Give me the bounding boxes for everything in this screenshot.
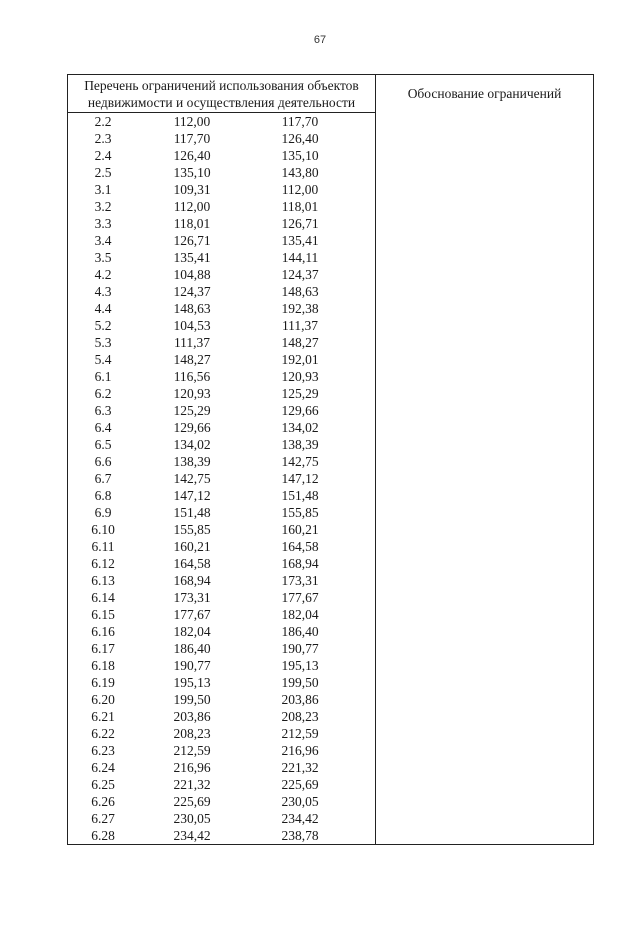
row-id: 3.5	[94, 250, 112, 265]
restrictions-table	[67, 74, 594, 845]
row-id: 6.19	[91, 675, 115, 690]
row-value-to: 168,94	[281, 556, 319, 571]
row-value-to: 129,66	[281, 403, 319, 418]
row-value-to: 134,02	[281, 420, 319, 435]
row-value-from: 126,71	[173, 233, 211, 248]
table-row	[68, 555, 375, 572]
row-value-from: 135,41	[173, 250, 211, 265]
row-id: 6.18	[91, 658, 115, 673]
row-value-to: 135,41	[281, 233, 319, 248]
row-value-to: 118,01	[281, 199, 319, 214]
row-value-from: 138,39	[173, 454, 211, 469]
row-value-to: 125,29	[281, 386, 319, 401]
row-value-from: 155,85	[173, 522, 211, 537]
row-value-to: 234,42	[281, 811, 319, 826]
table-row	[68, 725, 375, 742]
row-id: 6.25	[91, 777, 115, 792]
row-id: 6.10	[91, 522, 115, 537]
row-value-from: 173,31	[173, 590, 211, 605]
row-value-from: 186,40	[173, 641, 211, 656]
row-value-from: 134,02	[173, 437, 211, 452]
row-value-from: 135,10	[173, 165, 211, 180]
row-value-from: 148,27	[173, 352, 211, 367]
row-value-from: 117,70	[173, 131, 211, 146]
table-row	[68, 504, 375, 521]
row-id: 6.15	[91, 607, 115, 622]
row-id: 6.13	[91, 573, 115, 588]
row-value-from: 216,96	[173, 760, 211, 775]
row-value-to: 182,04	[281, 607, 319, 622]
table-row	[68, 436, 375, 453]
row-value-to: 124,37	[281, 267, 319, 282]
row-value-from: 164,58	[173, 556, 211, 571]
header-restrictions-list	[68, 75, 375, 112]
table-row	[68, 793, 375, 810]
table-row	[68, 368, 375, 385]
table-row	[68, 810, 375, 827]
table-body	[68, 113, 375, 844]
row-value-to: 155,85	[281, 505, 319, 520]
table-row	[68, 606, 375, 623]
table-row	[68, 572, 375, 589]
row-value-to: 230,05	[281, 794, 319, 809]
table-row	[68, 776, 375, 793]
row-value-from: 118,01	[173, 216, 211, 231]
table-row	[68, 266, 375, 283]
table-row	[68, 334, 375, 351]
row-value-to: 192,38	[281, 301, 319, 316]
row-value-from: 203,86	[173, 709, 211, 724]
row-id: 6.22	[91, 726, 115, 741]
table-row	[68, 487, 375, 504]
table-row	[68, 742, 375, 759]
row-value-to: 221,32	[281, 760, 319, 775]
row-id: 6.16	[91, 624, 115, 639]
row-value-to: 117,70	[281, 114, 319, 129]
row-value-from: 212,59	[173, 743, 211, 758]
row-value-from: 112,00	[173, 114, 211, 129]
table-row	[68, 521, 375, 538]
table-row	[68, 113, 375, 130]
row-value-to: 212,59	[281, 726, 319, 741]
row-value-from: 104,88	[173, 267, 211, 282]
row-value-to: 148,63	[281, 284, 319, 299]
row-id: 6.17	[91, 641, 115, 656]
row-id: 6.20	[91, 692, 115, 707]
table-row	[68, 147, 375, 164]
row-id: 4.3	[94, 284, 112, 299]
row-value-from: 116,56	[173, 369, 211, 384]
row-id: 3.2	[94, 199, 112, 214]
row-value-to: 151,48	[281, 488, 319, 503]
table-row	[68, 538, 375, 555]
row-value-from: 151,48	[173, 505, 211, 520]
table-row	[68, 691, 375, 708]
column-divider	[375, 75, 376, 844]
table-row	[68, 827, 375, 844]
table-row	[68, 215, 375, 232]
row-id: 6.6	[94, 454, 112, 469]
row-value-to: 225,69	[281, 777, 319, 792]
row-value-to: 160,21	[281, 522, 319, 537]
row-value-to: 190,77	[281, 641, 319, 656]
row-id: 6.23	[91, 743, 115, 758]
table-row	[68, 470, 375, 487]
table-row	[68, 657, 375, 674]
table-row	[68, 198, 375, 215]
table-row	[68, 708, 375, 725]
row-id: 6.8	[94, 488, 112, 503]
row-id: 3.4	[94, 233, 112, 248]
row-value-to: 126,40	[281, 131, 319, 146]
row-value-from: 148,63	[173, 301, 211, 316]
row-value-from: 160,21	[173, 539, 211, 554]
row-id: 5.3	[94, 335, 112, 350]
row-value-to: 199,50	[281, 675, 319, 690]
row-value-from: 230,05	[173, 811, 211, 826]
row-id: 2.3	[94, 131, 112, 146]
row-id: 6.1	[94, 369, 112, 384]
row-value-from: 129,66	[173, 420, 211, 435]
row-value-from: 221,32	[173, 777, 211, 792]
row-id: 4.2	[94, 267, 112, 282]
row-value-to: 142,75	[281, 454, 319, 469]
row-value-to: 111,37	[281, 318, 319, 333]
row-value-to: 120,93	[281, 369, 319, 384]
row-value-from: 109,31	[173, 182, 211, 197]
row-id: 6.24	[91, 760, 115, 775]
table-row	[68, 181, 375, 198]
row-value-to: 177,67	[281, 590, 319, 605]
table-row	[68, 232, 375, 249]
table-row	[68, 249, 375, 266]
row-value-to: 164,58	[281, 539, 319, 554]
table-row	[68, 640, 375, 657]
table-row	[68, 283, 375, 300]
row-value-from: 120,93	[173, 386, 211, 401]
header-restrictions-justification: Обоснование ограничений	[407, 85, 562, 101]
row-value-to: 143,80	[281, 165, 319, 180]
table-row	[68, 317, 375, 334]
header-restrictions-line-1: Перечень ограничений использования объектов	[84, 77, 359, 93]
table-row	[68, 759, 375, 776]
table-row	[68, 351, 375, 368]
table-row	[68, 419, 375, 436]
row-id: 6.26	[91, 794, 115, 809]
row-id: 6.9	[94, 505, 112, 520]
row-value-from: 208,23	[173, 726, 211, 741]
row-value-from: 190,77	[173, 658, 211, 673]
table-row	[68, 130, 375, 147]
row-value-to: 112,00	[281, 182, 319, 197]
row-id: 6.4	[94, 420, 112, 435]
row-value-from: 199,50	[173, 692, 211, 707]
row-value-from: 182,04	[173, 624, 211, 639]
row-id: 6.5	[94, 437, 112, 452]
table-row	[68, 453, 375, 470]
row-value-to: 208,23	[281, 709, 319, 724]
table-row	[68, 402, 375, 419]
row-value-to: 173,31	[281, 573, 319, 588]
row-id: 2.4	[94, 148, 112, 163]
row-id: 4.4	[94, 301, 112, 316]
row-value-from: 112,00	[173, 199, 211, 214]
page-number: 67	[313, 34, 327, 46]
row-value-from: 124,37	[173, 284, 211, 299]
row-id: 6.11	[91, 539, 115, 554]
row-id: 5.4	[94, 352, 112, 367]
row-value-to: 144,11	[281, 250, 319, 265]
row-value-to: 147,12	[281, 471, 319, 486]
table-row	[68, 674, 375, 691]
row-id: 5.2	[94, 318, 112, 333]
row-value-from: 111,37	[173, 335, 211, 350]
row-value-to: 148,27	[281, 335, 319, 350]
table-row	[68, 589, 375, 606]
table-row	[68, 300, 375, 317]
table-row	[68, 164, 375, 181]
row-value-from: 234,42	[173, 828, 211, 843]
row-value-to: 203,86	[281, 692, 319, 707]
table-row	[68, 385, 375, 402]
row-value-to: 135,10	[281, 148, 319, 163]
table-row	[68, 623, 375, 640]
row-value-from: 225,69	[173, 794, 211, 809]
row-id: 6.3	[94, 403, 112, 418]
row-id: 3.3	[94, 216, 112, 231]
row-id: 3.1	[94, 182, 112, 197]
row-id: 6.28	[91, 828, 115, 843]
row-id: 6.14	[91, 590, 115, 605]
row-value-to: 126,71	[281, 216, 319, 231]
row-id: 6.21	[91, 709, 115, 724]
row-id: 6.27	[91, 811, 115, 826]
header-restrictions-line-2: недвижимости и осуществления деятельности	[87, 94, 356, 110]
row-id: 2.5	[94, 165, 112, 180]
row-value-to: 192,01	[281, 352, 319, 367]
row-value-to: 238,78	[281, 828, 319, 843]
row-value-from: 104,53	[173, 318, 211, 333]
row-value-from: 125,29	[173, 403, 211, 418]
row-value-from: 177,67	[173, 607, 211, 622]
row-id: 6.2	[94, 386, 112, 401]
row-value-to: 216,96	[281, 743, 319, 758]
row-value-to: 186,40	[281, 624, 319, 639]
row-value-to: 138,39	[281, 437, 319, 452]
row-value-to: 195,13	[281, 658, 319, 673]
row-value-from: 142,75	[173, 471, 211, 486]
row-id: 6.12	[91, 556, 115, 571]
row-value-from: 168,94	[173, 573, 211, 588]
row-value-from: 147,12	[173, 488, 211, 503]
row-value-from: 195,13	[173, 675, 211, 690]
row-value-from: 126,40	[173, 148, 211, 163]
row-id: 2.2	[94, 114, 112, 129]
row-id: 6.7	[94, 471, 112, 486]
